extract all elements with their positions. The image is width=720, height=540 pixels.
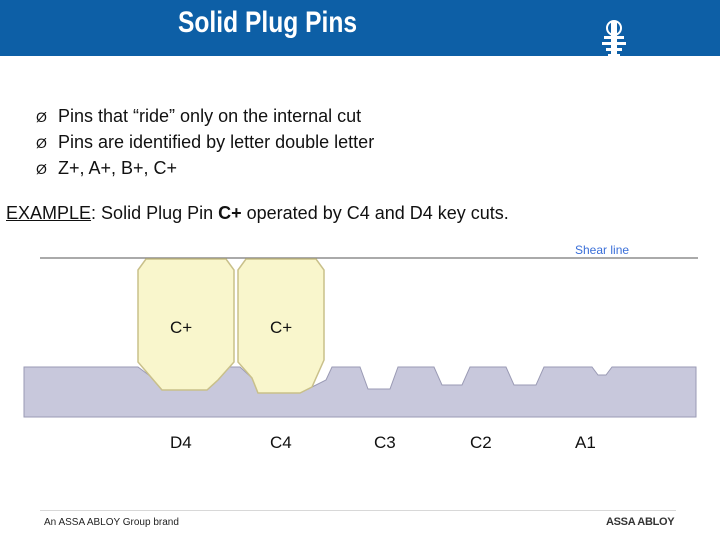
bullet-item [36,130,374,156]
cut-label-c4: C4 [270,433,292,452]
cut-label-d4: D4 [170,433,192,452]
example-text-before: : Solid Plug Pin [91,203,219,223]
footer-brand-text: An ASSA ABLOY Group brand [44,517,179,528]
bullet-item [36,156,374,182]
pin-label-1: C+ [170,318,193,337]
pin-key-diagram [0,250,720,430]
arrow-bullet-icon: Ø [36,161,47,177]
cut-label-c2: C2 [470,433,492,452]
footer-divider [40,510,676,511]
bullet-text: Pins are identified by letter double letter [58,132,375,152]
bullet-text: Z+, A+, B+, C+ [58,158,178,178]
pin-label-2: C+ [270,318,293,337]
bullet-text: Pins that “ride” only on the internal cut [58,106,362,126]
cut-label-c3: C3 [374,433,396,452]
example-sentence [6,203,509,224]
key-blade [24,367,696,417]
arrow-bullet-icon: Ø [36,109,47,125]
example-pin-code: C+ [218,203,242,223]
footer-logo-text: ASSA ABLOY [606,516,675,528]
brand-logo-text: MUL-T-LOCK [612,57,676,69]
cut-label-a1: A1 [575,433,596,452]
example-text-after: operated by C4 and D4 key cuts. [241,203,509,223]
example-label: EXAMPLE [6,203,92,223]
bullet-item [36,104,374,130]
arrow-bullet-icon: Ø [36,135,47,151]
bullet-list [36,104,374,182]
slide-title: Solid Plug Pins [178,6,358,39]
shear-line-label: Shear line [575,243,630,257]
